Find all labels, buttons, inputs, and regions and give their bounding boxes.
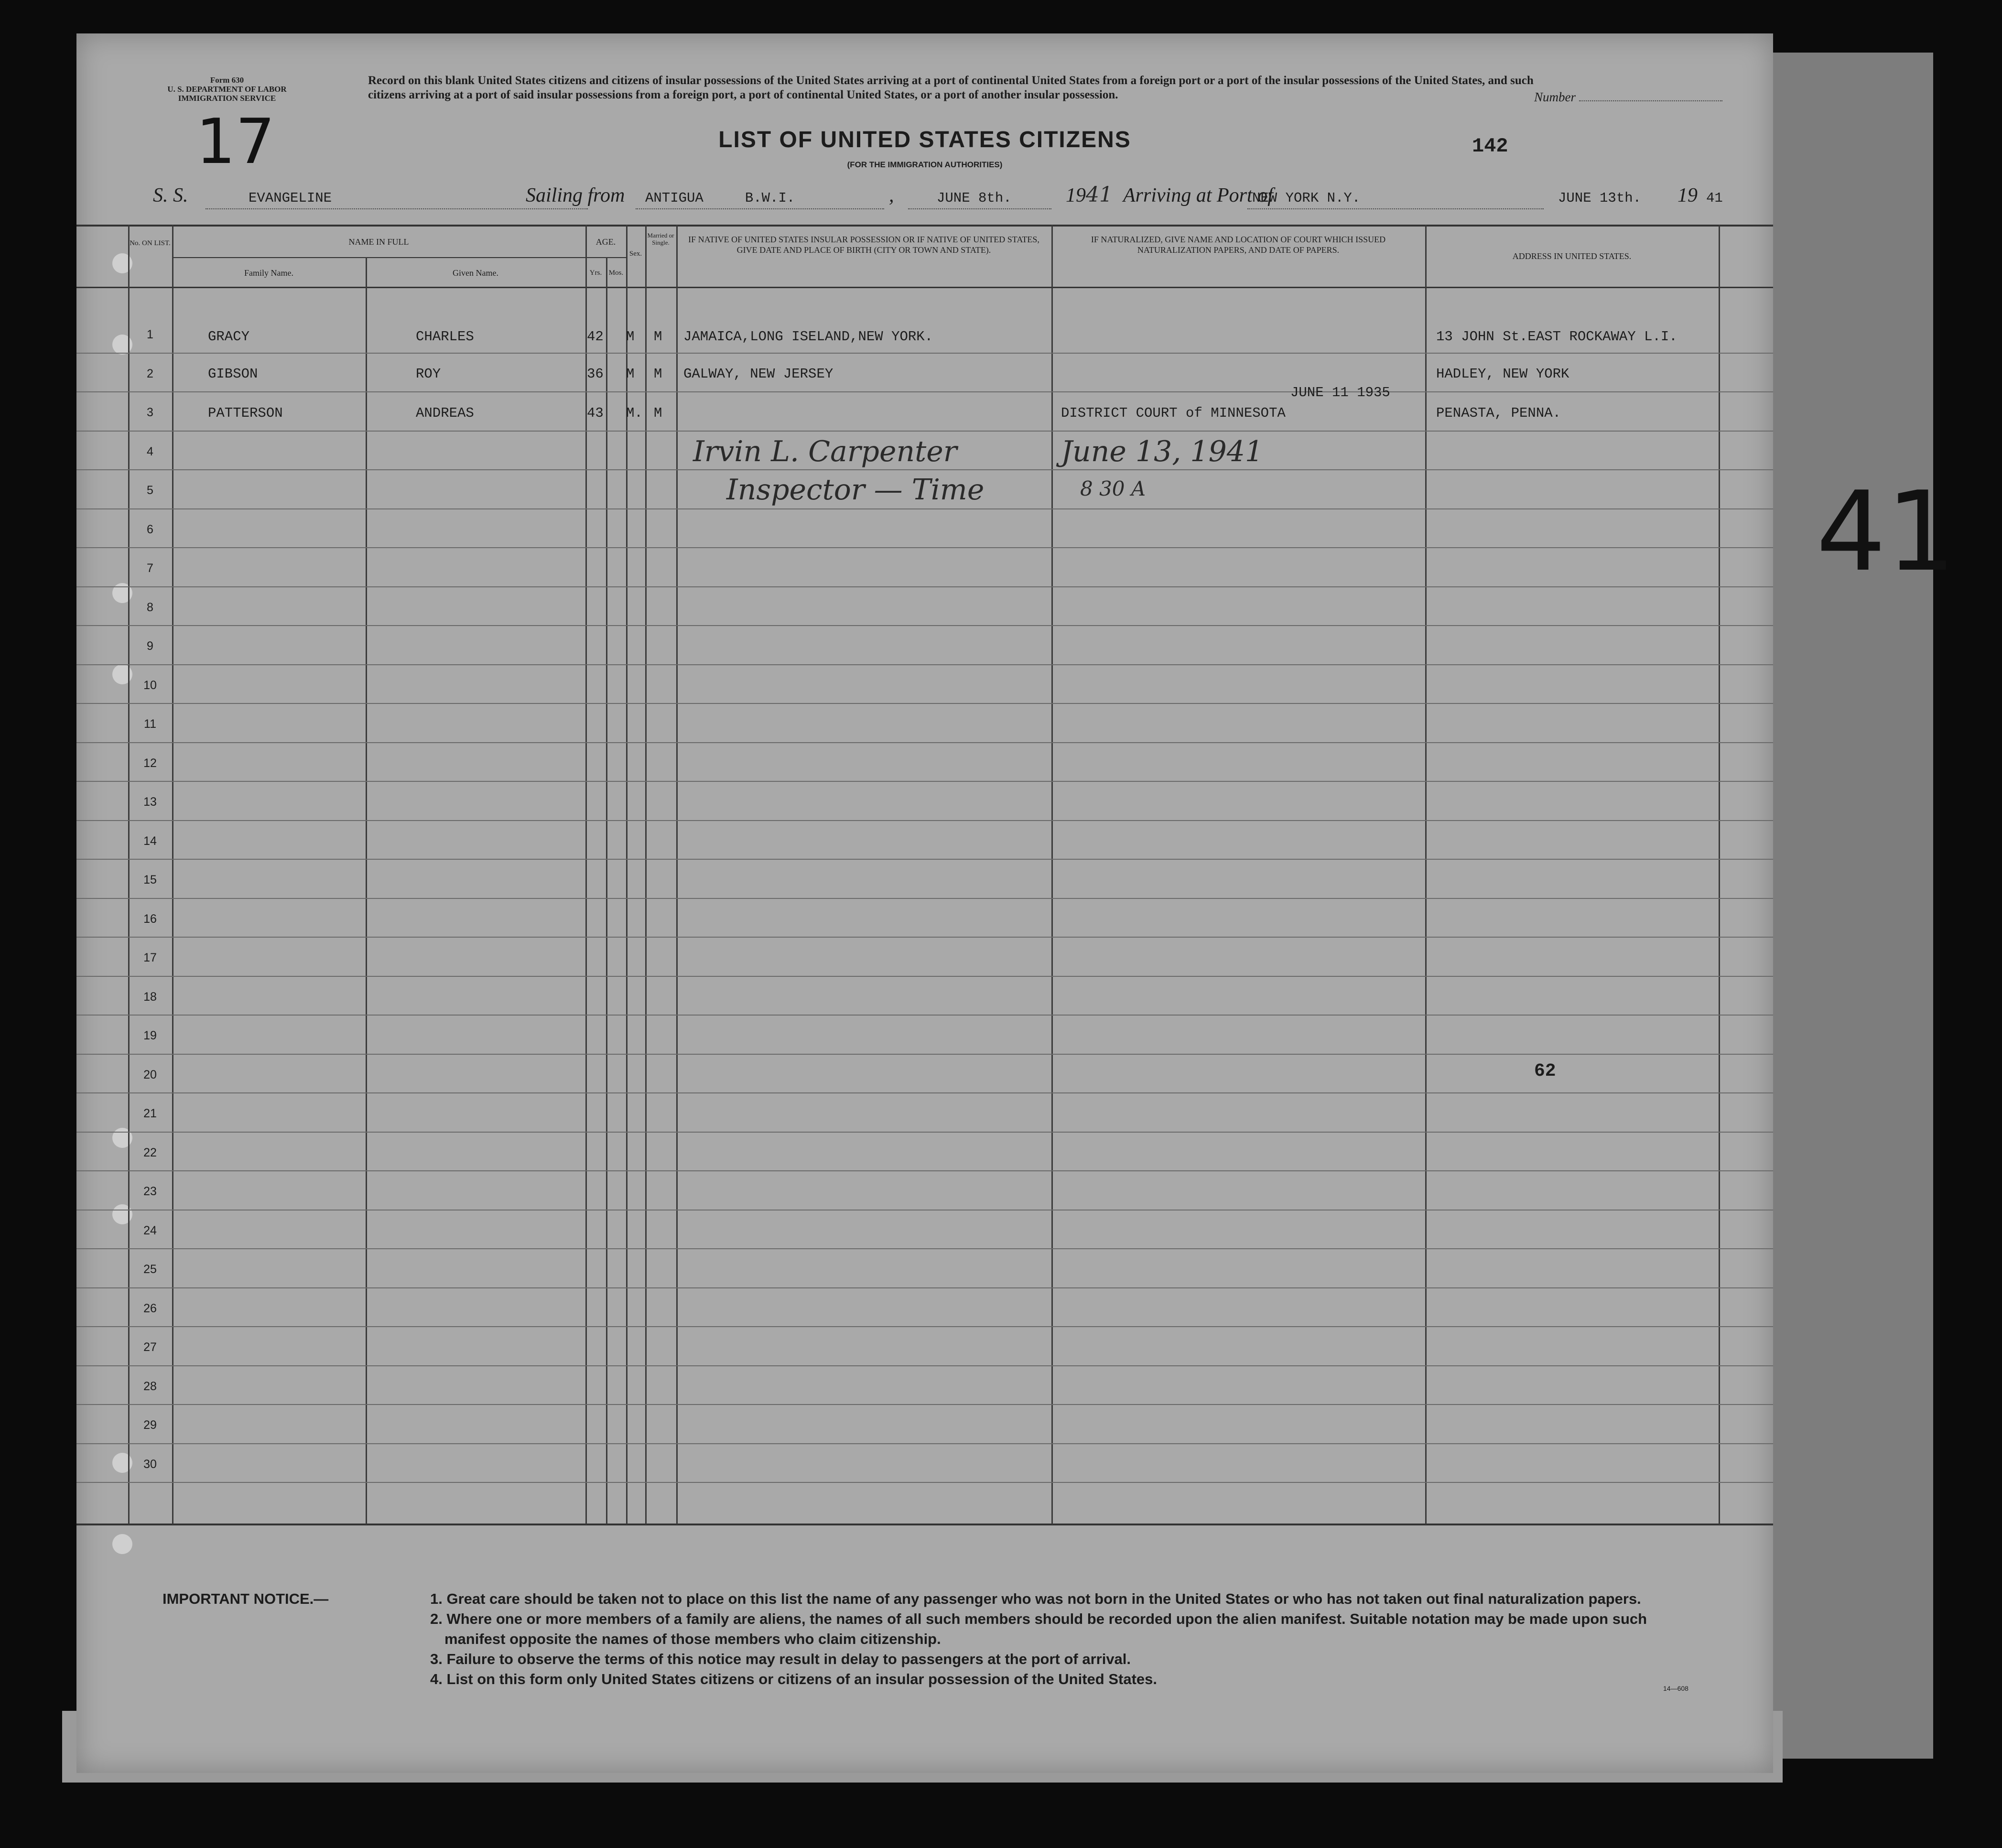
row-number: 22: [143, 1146, 157, 1159]
form-subtitle: (FOR THE IMMIGRATION AUTHORITIES): [847, 160, 1003, 169]
row-rule: [76, 1170, 1773, 1171]
form-header: [148, 76, 306, 103]
row-number: 9: [147, 639, 153, 653]
number-label: Number: [1534, 90, 1576, 104]
col-married: Married or Single.: [647, 232, 674, 246]
row-number: 30: [143, 1457, 157, 1471]
marital: M: [654, 405, 662, 421]
age-years: 42: [587, 329, 604, 345]
row-rule: [76, 1015, 1773, 1016]
row-number: 10: [143, 678, 157, 692]
inspector-title: Inspector — Time: [726, 473, 985, 507]
col-mos: Mos.: [608, 269, 624, 277]
row-number: 7: [147, 562, 153, 575]
row-rule: [76, 469, 1773, 470]
row-rule: [76, 859, 1773, 860]
col-age: AGE.: [595, 237, 616, 247]
row-rule: [76, 820, 1773, 821]
subheader-rule: [172, 257, 626, 258]
col-no: No. ON LIST.: [130, 239, 171, 247]
row-number: 24: [143, 1223, 157, 1237]
row-rule: [76, 742, 1773, 743]
row-rule: [76, 431, 1773, 432]
col-family-name: Family Name.: [244, 268, 293, 278]
page-number: 142: [1472, 135, 1508, 158]
form-number: Form 630: [210, 76, 244, 85]
year-prefix-1: 19: [1066, 184, 1086, 206]
ship-name: EVANGELINE: [249, 190, 332, 206]
notice-heading: IMPORTANT NOTICE.—: [162, 1590, 329, 1607]
row-number: 8: [147, 600, 153, 614]
row-rule: [76, 976, 1773, 977]
ss-label: S. S.: [153, 184, 188, 206]
header-bottom-rule: [76, 287, 1773, 288]
age-years: 36: [587, 366, 604, 382]
row-rule: [76, 1054, 1773, 1055]
row-number: 1: [147, 328, 153, 341]
row-rule: [76, 1326, 1773, 1327]
row-number: 18: [143, 990, 157, 1004]
row-rule: [76, 1092, 1773, 1093]
row-rule: [76, 353, 1773, 354]
col-address: ADDRESS IN UNITED STATES.: [1512, 251, 1632, 261]
row-rule: [76, 781, 1773, 782]
col-yrs: Yrs.: [589, 269, 602, 277]
form-code: 14—608: [1663, 1685, 1688, 1692]
row-number: 2: [147, 367, 153, 380]
row-number: 3: [147, 406, 153, 419]
notice-item-2-cont: manifest opposite the names of those members who claim citizenship.: [444, 1631, 941, 1647]
sail-date: JUNE 8th.: [937, 190, 1012, 206]
row-number: 4: [147, 444, 153, 458]
row-number: 15: [143, 873, 157, 886]
row-number: 26: [143, 1301, 157, 1315]
row-number: 13: [143, 795, 157, 809]
age-years: 43: [587, 405, 604, 421]
marital: M: [654, 366, 662, 382]
notice-item-4: 4. List on this form only United States citizens or citizens of an insular possession of the United States.: [430, 1671, 1157, 1687]
col-naturalized: IF NATURALIZED, GIVE NAME AND LOCATION OF COURT WHICH ISSUED NATURALIZATION PAPERS, AND DATE OF PAPERS.: [1091, 235, 1386, 255]
row-rule: [76, 937, 1773, 938]
row-number: 5: [147, 484, 153, 497]
year-1: 41: [1086, 183, 1113, 207]
manifest-sheet: [76, 33, 1773, 1773]
col-birth: IF NATIVE OF UNITED STATES INSULAR POSSESSION OR IF NATIVE OF UNITED STATES, GIVE DATE AND PLACE OF BIRTH (CITY OR TOWN AND STATE).: [688, 235, 1039, 255]
notice-item-2: 2. Where one or more members of a family are aliens, the names of all such members should be recorded upon the alien manifest. Suitable notation may be made upon such: [430, 1610, 1647, 1627]
row-number: 23: [143, 1185, 157, 1198]
family-name: PATTERSON: [208, 405, 283, 421]
row-rule: [76, 1287, 1773, 1288]
arrival-date: JUNE 13th.: [1558, 190, 1642, 206]
row-rule: [76, 508, 1773, 509]
row-rule: [76, 1365, 1773, 1366]
corner-handwritten-number: 17: [196, 105, 275, 178]
underlying-page: [1764, 53, 1933, 1759]
row-rule: [76, 391, 1773, 392]
given-name: CHARLES: [416, 329, 474, 345]
address: 13 JOHN St.EAST ROCKAWAY L.I.: [1436, 329, 1677, 345]
naturalization-date: JUNE 11 1935: [1290, 385, 1390, 400]
naturalization-court: DISTRICT COURT of MINNESOTA: [1061, 405, 1286, 421]
sex: M.: [626, 405, 643, 421]
birth-place: JAMAICA,LONG ISELAND,NEW YORK.: [683, 329, 933, 345]
sex: M: [626, 366, 635, 382]
department: U. S. DEPARTMENT OF LABOR: [167, 85, 287, 94]
form-title: LIST OF UNITED STATES CITIZENS: [718, 127, 1131, 152]
row-number: 12: [143, 756, 157, 770]
row-number: 25: [143, 1263, 157, 1276]
table-bottom-rule: [76, 1524, 1773, 1525]
notice-item-3: 3. Failure to observe the terms of this notice may result in delay to passengers at the port of arrival.: [430, 1651, 1131, 1667]
marital: M: [654, 329, 662, 345]
bottom-number: 62: [1534, 1061, 1556, 1081]
inspection-time: 8 30 A: [1080, 477, 1146, 500]
row-rule: [76, 703, 1773, 704]
notice-item-1: 1. Great care should be taken not to place on this list the name of any passenger who was not born in the United States or who has not taken out final naturalization papers.: [430, 1590, 1641, 1607]
year-prefix-2: 19: [1677, 184, 1698, 206]
row-rule: [76, 1482, 1773, 1483]
row-number: 21: [143, 1107, 157, 1120]
number-field: [1534, 90, 1722, 105]
col-sex: Sex.: [629, 250, 642, 258]
row-number: 28: [143, 1379, 157, 1393]
row-rule: [76, 664, 1773, 665]
sex: M: [626, 329, 635, 345]
row-number: 20: [143, 1068, 157, 1081]
row-number: 29: [143, 1418, 157, 1432]
row-rule: [76, 547, 1773, 548]
comma: ,: [889, 184, 894, 206]
row-number: 11: [144, 717, 156, 731]
row-rule: [76, 1248, 1773, 1249]
col-given-name: Given Name.: [453, 268, 498, 278]
arrival-port: NEW YORK N.Y.: [1252, 190, 1361, 206]
row-number: 27: [143, 1340, 157, 1354]
row-number: 19: [143, 1029, 157, 1042]
given-name: ANDREAS: [416, 405, 474, 421]
given-name: ROY: [416, 366, 441, 382]
arriving-label: Arriving at Port of: [1123, 184, 1273, 206]
row-number: 16: [143, 912, 157, 926]
row-number: 14: [143, 834, 157, 848]
service: IMMIGRATION SERVICE: [178, 94, 276, 103]
instruction-text: Record on this blank United States citizens and citizens of insular possessions of the United States arriving at a port of continental United States from a foreign port or a port of the insular possessions of the United States, and such citizens arriving at a port of said insular possessions from a foreign port, a port of continental United States, or a port of another insular possession.: [368, 74, 1534, 101]
address: HADLEY, NEW YORK: [1436, 366, 1569, 382]
family-name: GRACY: [208, 329, 250, 345]
inspection-date: June 13, 1941: [1061, 435, 1264, 468]
from-port: ANTIGUA B.W.I.: [645, 190, 795, 206]
row-rule: [76, 1443, 1773, 1444]
row-number: 6: [147, 522, 153, 536]
row-rule: [76, 1404, 1773, 1405]
address: PENASTA, PENNA.: [1436, 405, 1561, 421]
row-rule: [76, 586, 1773, 587]
margin-mark: 41: [1816, 468, 1956, 596]
sailing-label: Sailing from: [526, 184, 625, 206]
row-rule: [76, 1132, 1773, 1133]
table-top-rule: [76, 225, 1773, 227]
row-rule: [76, 898, 1773, 899]
birth-place: GALWAY, NEW JERSEY: [683, 366, 833, 382]
col-name-in-full: NAME IN FULL: [348, 237, 409, 247]
year-2: 41: [1706, 190, 1723, 206]
inspector-signature: Irvin L. Carpenter: [693, 435, 957, 468]
row-rule: [76, 625, 1773, 626]
punch-hole: [112, 1534, 132, 1554]
row-number: 17: [143, 951, 157, 964]
family-name: GIBSON: [208, 366, 258, 382]
